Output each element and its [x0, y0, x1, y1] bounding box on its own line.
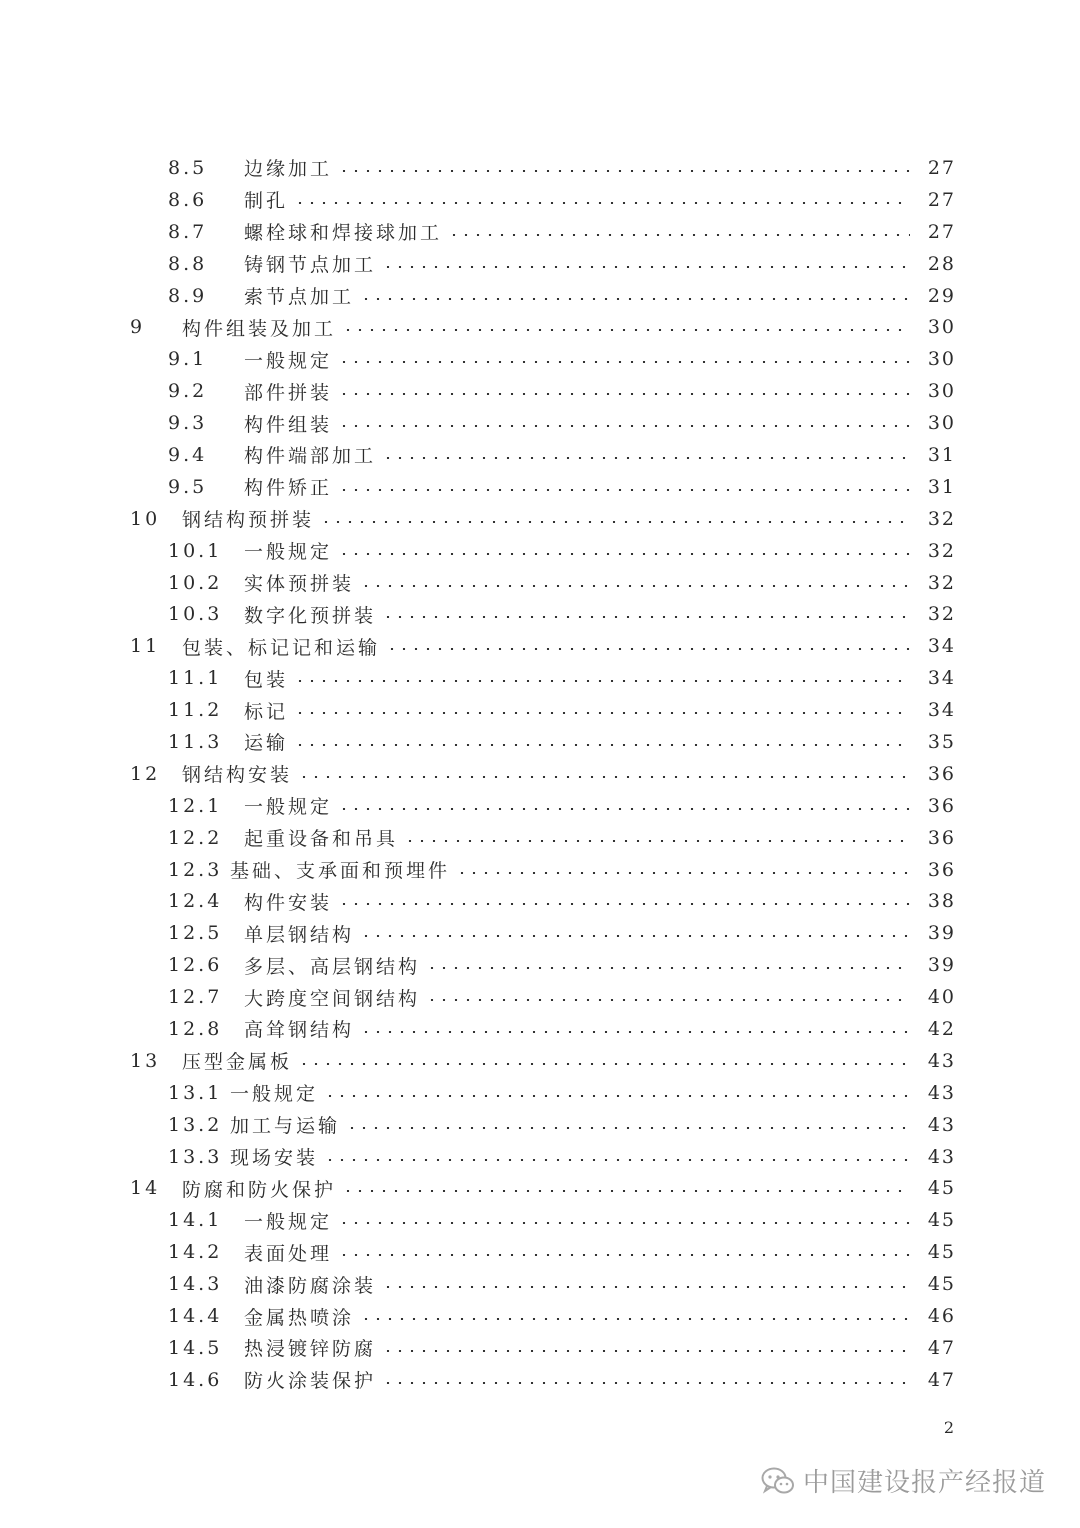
toc-entry-title: 钢结构安装: [182, 764, 293, 787]
toc-entry-page: 45: [927, 1177, 956, 1200]
toc-entry-number: 8.7: [168, 220, 208, 243]
toc-entry: [0, 280, 1080, 312]
toc-entry: [0, 1173, 1080, 1205]
toc-dot-leader: [448, 234, 910, 236]
toc-entry-number: 13.2: [168, 1113, 223, 1136]
toc-entry-number: 12: [130, 762, 161, 785]
toc-entry: [0, 1300, 1080, 1332]
toc-entry-page: 32: [927, 603, 956, 626]
toc-dot-leader: [338, 1222, 910, 1224]
toc-entry-number: 14.6: [168, 1368, 223, 1391]
toc-entry: [0, 1204, 1080, 1236]
toc-entry: [0, 343, 1080, 375]
toc-entry-page: 36: [927, 826, 956, 849]
toc-entry-title: 构件矫正: [244, 477, 333, 500]
toc-entry-title: 钢结构预拼装: [182, 509, 315, 532]
toc-entry: [0, 471, 1080, 503]
toc-entry-number: 14.3: [168, 1273, 223, 1296]
toc-entry: [0, 184, 1080, 216]
toc-dot-leader: [324, 1159, 910, 1161]
toc-entry-title: 现场安装: [230, 1147, 319, 1170]
page-number: 2: [943, 1418, 954, 1437]
toc-entry: [0, 1364, 1080, 1396]
toc-dot-leader: [338, 393, 910, 395]
toc-entry-page: 34: [927, 667, 956, 690]
toc-dot-leader: [294, 712, 910, 714]
toc-entry: [0, 822, 1080, 854]
toc-entry: [0, 662, 1080, 694]
toc-entry: [0, 949, 1080, 981]
toc-entry-title: 实体预拼装: [244, 573, 355, 596]
toc-entry-title: 一般规定: [230, 1083, 319, 1106]
toc-entry-page: 32: [927, 539, 956, 562]
toc-entry: [0, 1268, 1080, 1300]
toc-entry-title: 加工与运输: [230, 1115, 341, 1138]
toc-dot-leader: [382, 616, 910, 618]
toc-entry-page: 47: [927, 1336, 956, 1359]
toc-dot-leader: [338, 553, 910, 555]
toc-dot-leader: [324, 1095, 910, 1097]
toc-dot-leader: [338, 903, 910, 905]
toc-entry-number: 10.2: [168, 571, 223, 594]
toc-dot-leader: [382, 1350, 910, 1352]
toc-entry-number: 13.3: [168, 1145, 223, 1168]
toc-entry: [0, 981, 1080, 1013]
toc-entry-number: 14.4: [168, 1305, 223, 1327]
toc-entry-page: 27: [927, 220, 956, 243]
toc-dot-leader: [338, 170, 910, 172]
toc-entry-title: 数字化预拼装: [244, 604, 377, 627]
toc-dot-leader: [382, 457, 910, 459]
toc-entry: [0, 630, 1080, 662]
toc-dot-leader: [338, 489, 910, 491]
toc-dot-leader: [342, 329, 910, 331]
toc-entry-title: 高耸钢结构: [244, 1019, 355, 1042]
toc-entry-title: 大跨度空间钢结构: [244, 987, 421, 1010]
toc-entry: [0, 567, 1080, 599]
toc-dot-leader: [346, 1127, 910, 1129]
toc-entry-number: 9: [130, 316, 146, 339]
toc-entry-page: 27: [927, 188, 956, 211]
toc-entry-title: 压型金属板: [182, 1051, 293, 1074]
toc-entry-page: 30: [927, 316, 956, 339]
toc-dot-leader: [294, 744, 910, 746]
toc-entry: [0, 1077, 1080, 1109]
toc-dot-leader: [360, 1318, 910, 1320]
toc-entry: [0, 1013, 1080, 1045]
toc-entry-page: 43: [927, 1081, 956, 1104]
toc-entry-title: 基础、支承面和预埋件: [230, 860, 451, 883]
toc-dot-leader: [294, 202, 910, 204]
toc-entry: [0, 216, 1080, 248]
toc-entry-number: 11.3: [168, 730, 223, 753]
toc-entry-title: 运输: [244, 732, 289, 755]
toc-entry-page: 43: [927, 1049, 956, 1072]
toc-entry-number: 13.1: [168, 1081, 223, 1104]
toc-entry: [0, 375, 1080, 407]
toc-entry-number: 9.1: [168, 348, 208, 371]
toc-entry-page: 35: [927, 730, 956, 753]
toc-entry-title: 构件组装及加工: [182, 317, 337, 340]
toc-entry-number: 12.8: [168, 1017, 223, 1040]
toc-entry: [0, 248, 1080, 280]
toc-entry-page: 28: [927, 252, 956, 275]
toc-entry-number: 13: [130, 1049, 161, 1072]
toc-entry-title: 一般规定: [244, 796, 333, 819]
toc-entry-page: 39: [927, 922, 956, 945]
toc-dot-leader: [426, 999, 910, 1001]
toc-entry-number: 12.2: [168, 826, 223, 849]
toc-entry-page: 27: [927, 156, 956, 179]
toc-entry-title: 多层、高层钢结构: [244, 955, 421, 978]
toc-entry-page: 38: [927, 890, 956, 913]
toc-entry-number: 14.2: [168, 1241, 223, 1264]
toc-entry-title: 索节点加工: [244, 286, 355, 308]
toc-entry-number: 12.5: [168, 922, 223, 945]
toc-dot-leader: [294, 680, 910, 682]
toc-entry-page: 34: [927, 635, 956, 658]
toc-dot-leader: [298, 776, 910, 778]
toc-entry-title: 螺栓球和焊接球加工: [244, 222, 443, 245]
toc-entry-title: 一般规定: [244, 349, 333, 372]
toc-entry: [0, 598, 1080, 630]
toc-entry-number: 8.6: [168, 188, 208, 211]
toc-entry-number: 9.5: [168, 475, 208, 498]
toc-entry-number: 10: [130, 507, 161, 530]
toc-entry-page: 40: [927, 986, 956, 1009]
toc-entry: [0, 1141, 1080, 1173]
toc-dot-leader: [404, 840, 910, 842]
table-of-contents: [0, 152, 1080, 1396]
toc-entry: [0, 790, 1080, 822]
toc-dot-leader: [382, 1382, 910, 1384]
toc-entry-title: 单层钢结构: [244, 923, 355, 946]
toc-entry: [0, 758, 1080, 790]
toc-dot-leader: [338, 425, 910, 427]
toc-entry-page: 46: [927, 1305, 956, 1327]
toc-entry-number: 10.3: [168, 603, 223, 626]
toc-entry-number: 12.6: [168, 954, 223, 977]
toc-entry: [0, 1045, 1080, 1077]
toc-entry-page: 47: [927, 1368, 956, 1391]
toc-entry-title: 部件拼装: [244, 381, 333, 404]
toc-entry-title: 包装: [244, 668, 289, 691]
toc-entry: [0, 407, 1080, 439]
toc-dot-leader: [386, 648, 910, 650]
toc-entry-title: 表面处理: [244, 1242, 333, 1265]
toc-entry-number: 8.5: [168, 156, 208, 179]
toc-entry-page: 39: [927, 954, 956, 977]
toc-dot-leader: [456, 872, 910, 874]
toc-entry-number: 12.1: [168, 794, 223, 817]
toc-dot-leader: [338, 1254, 910, 1256]
toc-dot-leader: [320, 521, 910, 523]
toc-entry: [0, 311, 1080, 343]
toc-dot-leader: [360, 298, 910, 300]
toc-entry: [0, 1236, 1080, 1268]
toc-entry-page: 43: [927, 1113, 956, 1136]
toc-dot-leader: [338, 808, 910, 810]
toc-entry-title: 防火涂装保护: [244, 1370, 377, 1393]
toc-entry-page: 36: [927, 858, 956, 881]
toc-entry-number: 14.5: [168, 1336, 223, 1359]
toc-entry-number: 8.9: [168, 284, 208, 307]
toc-entry-title: 起重设备和吊具: [244, 828, 399, 851]
toc-entry-title: 一般规定: [244, 1210, 333, 1233]
toc-entry-page: 30: [927, 348, 956, 371]
toc-entry: [0, 439, 1080, 471]
toc-entry: [0, 535, 1080, 567]
toc-entry: [0, 885, 1080, 917]
toc-dot-leader: [360, 1031, 910, 1033]
toc-entry-page: 31: [927, 475, 956, 498]
watermark: [761, 1462, 1046, 1499]
toc-entry-number: 9.3: [168, 412, 208, 435]
toc-entry: [0, 1109, 1080, 1141]
toc-entry-number: 14.1: [168, 1209, 223, 1232]
toc-entry-page: 32: [927, 507, 956, 530]
toc-entry: [0, 726, 1080, 758]
toc-entry-page: 34: [927, 699, 956, 722]
toc-entry-page: 45: [927, 1273, 956, 1296]
toc-entry-number: 11.2: [168, 699, 223, 722]
toc-entry-title: 构件端部加工: [244, 445, 377, 468]
toc-entry-page: 31: [927, 443, 956, 466]
toc-entry: [0, 917, 1080, 949]
toc-entry-page: 30: [927, 380, 956, 403]
toc-dot-leader: [382, 266, 910, 268]
toc-entry-title: 铸钢节点加工: [244, 254, 377, 277]
toc-entry-page: 42: [927, 1017, 956, 1040]
toc-entry-number: 11.1: [168, 667, 223, 690]
toc-entry-page: 36: [927, 762, 956, 785]
toc-entry: [0, 152, 1080, 184]
toc-entry-title: 热浸镀锌防腐: [244, 1338, 377, 1361]
toc-entry-page: 45: [927, 1241, 956, 1264]
toc-entry-page: 30: [927, 412, 956, 435]
toc-entry-title: 油漆防腐涂装: [244, 1274, 377, 1297]
toc-entry-number: 12.7: [168, 986, 223, 1009]
toc-entry-title: 构件组装: [244, 413, 333, 436]
toc-entry-number: 14: [130, 1177, 161, 1200]
toc-dot-leader: [338, 361, 910, 363]
toc-entry-title: 一般规定: [244, 541, 333, 564]
toc-dot-leader: [426, 967, 910, 969]
toc-entry-title: 防腐和防火保护: [182, 1178, 337, 1201]
toc-dot-leader: [360, 585, 910, 587]
toc-entry: [0, 854, 1080, 886]
toc-entry-page: 43: [927, 1145, 956, 1168]
toc-entry-page: 36: [927, 794, 956, 817]
toc-dot-leader: [360, 935, 910, 937]
toc-entry: [0, 694, 1080, 726]
toc-entry-number: 12.3: [168, 858, 223, 881]
toc-entry-number: 10.1: [168, 539, 223, 562]
toc-entry-title: 标记: [244, 700, 289, 723]
toc-entry-title: 制孔: [244, 190, 289, 213]
wechat-icon: [761, 1467, 795, 1495]
toc-entry: [0, 503, 1080, 535]
toc-entry-page: 29: [927, 284, 956, 307]
toc-entry-title: 包装、标记记和运输: [182, 636, 381, 659]
toc-entry-page: 32: [927, 571, 956, 594]
toc-entry-number: 12.4: [168, 890, 223, 913]
toc-dot-leader: [342, 1190, 910, 1192]
watermark-text: 中国建设报产经报道: [802, 1468, 1046, 1498]
toc-entry-title: 边缘加工: [244, 158, 333, 181]
toc-entry-number: 11: [130, 635, 161, 658]
toc-entry-page: 45: [927, 1209, 956, 1232]
toc-entry-number: 9.4: [168, 443, 208, 466]
toc-entry-number: 9.2: [168, 380, 208, 403]
toc-entry-title: 构件安装: [244, 891, 333, 914]
toc-entry-number: 8.8: [168, 252, 208, 275]
toc-dot-leader: [298, 1063, 910, 1065]
toc-entry-title: 金属热喷涂: [244, 1306, 355, 1329]
toc-entry: [0, 1332, 1080, 1364]
toc-dot-leader: [382, 1286, 910, 1288]
